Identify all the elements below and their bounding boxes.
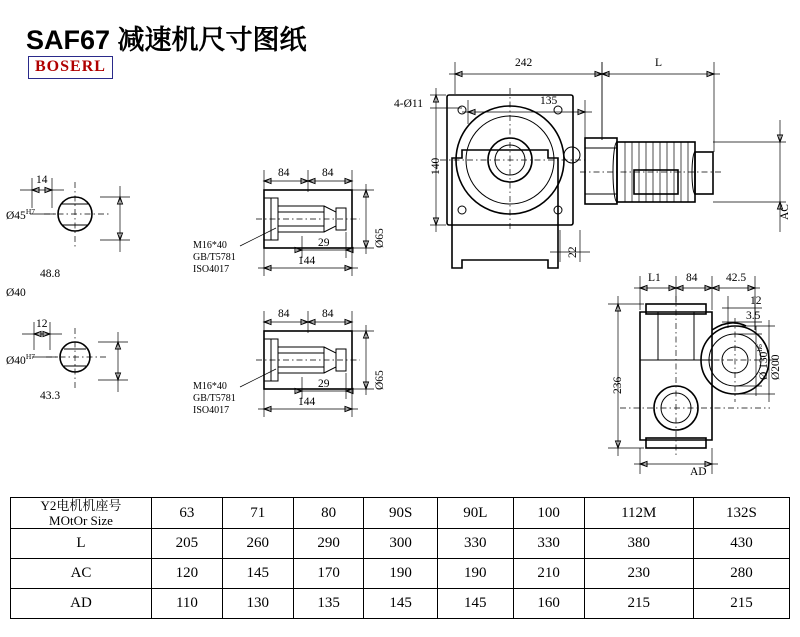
dim-key-width-bottom: 12 <box>36 318 48 330</box>
cell-L-6: 380 <box>584 529 693 559</box>
cell-L-7: 430 <box>693 529 789 559</box>
page-title: SAF67 减速机尺寸图纸 <box>26 25 307 55</box>
table-header-cell <box>11 498 152 529</box>
dim-AC: AC <box>779 204 791 220</box>
cell-AD-4: 145 <box>437 589 513 619</box>
cell-AD-6: 215 <box>584 589 693 619</box>
dim-135: 135 <box>540 95 558 107</box>
bolt-std2-top: ISO4017 <box>193 264 230 275</box>
spec-table <box>10 497 790 619</box>
dim-hollow-bottom-c: 29 <box>318 378 330 390</box>
bolt-std2-bottom: ISO4017 <box>193 405 230 416</box>
table-row <box>11 559 790 589</box>
note-4-hole: 4-Ø11 <box>394 98 423 110</box>
dim-236: 236 <box>612 376 624 394</box>
dim-key-width-top: 14 <box>36 174 48 186</box>
cell-AD-7: 215 <box>693 589 789 619</box>
dim-hollow-top-c: 29 <box>318 237 330 249</box>
bolt-spec-top: M16*40 <box>193 240 227 251</box>
cell-AD-0: 110 <box>152 589 223 619</box>
dim-140: 140 <box>430 157 442 175</box>
bolt-std1-top: GB/T5781 <box>193 252 236 263</box>
cell-AC-7: 280 <box>693 559 789 589</box>
cell-AC-2: 170 <box>293 559 364 589</box>
cell-AD-2: 135 <box>293 589 364 619</box>
dim-22: 22 <box>567 246 579 258</box>
cell-L-1: 260 <box>222 529 293 559</box>
dim-shaft-dia: Ø40 <box>6 287 26 299</box>
cell-L-2: 290 <box>293 529 364 559</box>
dim-AD: AD <box>690 466 707 478</box>
dim-12: 12 <box>750 295 762 307</box>
cell-AD-3: 145 <box>364 589 437 619</box>
row-label-AD: AD <box>11 589 152 619</box>
dim-hollow-bottom-total: 144 <box>298 396 316 408</box>
bolt-spec-bottom: M16*40 <box>193 381 227 392</box>
dim-hollow-bottom-b: 84 <box>322 308 334 320</box>
cell-AC-0: 120 <box>152 559 223 589</box>
size-cell-6: 112M <box>584 498 693 529</box>
header-line-2: MOtOr Size <box>49 513 113 528</box>
dim-hollow-top-total: 144 <box>298 255 316 267</box>
size-cell-4: 90L <box>437 498 513 529</box>
dim-242: 242 <box>515 57 533 69</box>
dim-bore-top: $Ø45^{H7}$ <box>6 207 35 222</box>
cell-L-5: 330 <box>513 529 584 559</box>
cell-AC-6: 230 <box>584 559 693 589</box>
dim-dia200: Ø200 <box>770 354 782 380</box>
cell-L-4: 330 <box>437 529 513 559</box>
shaft-section-top <box>20 178 130 252</box>
cell-AC-3: 190 <box>364 559 437 589</box>
dim-L: L <box>655 57 663 69</box>
dim-hollow-bottom-a: 84 <box>278 308 290 320</box>
dim-3-5: 3.5 <box>746 310 761 322</box>
dim-dia130: Ø $130^{h6}$ <box>755 344 770 380</box>
cell-L-0: 205 <box>152 529 223 559</box>
size-cell-5: 100 <box>513 498 584 529</box>
front-view <box>430 62 786 268</box>
size-cell-7: 132S <box>693 498 789 529</box>
cell-L-3: 300 <box>364 529 437 559</box>
dim-height-top: 48.8 <box>40 268 61 280</box>
cell-AD-1: 130 <box>222 589 293 619</box>
brand-logo: BOSERL <box>28 56 113 79</box>
cell-AD-5: 160 <box>513 589 584 619</box>
dim-84-side: 84 <box>686 272 698 284</box>
header-line-1: Y2电机机座号 <box>40 498 122 513</box>
dim-hollow-top-outer: Ø65 <box>374 228 386 248</box>
table-header-row <box>11 498 790 529</box>
size-cell-2: 80 <box>293 498 364 529</box>
dim-hollow-bottom-outer: Ø65 <box>374 370 386 390</box>
dim-bore-bottom: $Ø40^{H7}$ <box>6 352 35 367</box>
cell-AC-4: 190 <box>437 559 513 589</box>
row-label-AC: AC <box>11 559 152 589</box>
size-cell-1: 71 <box>222 498 293 529</box>
size-cell-3: 90S <box>364 498 437 529</box>
dim-42-5: 42.5 <box>726 272 747 284</box>
table-row <box>11 529 790 559</box>
cell-AC-5: 210 <box>513 559 584 589</box>
dim-L1: L1 <box>648 272 661 284</box>
table-row <box>11 589 790 619</box>
size-cell-0: 63 <box>152 498 223 529</box>
dim-hollow-top-b: 84 <box>322 167 334 179</box>
bolt-std1-bottom: GB/T5781 <box>193 393 236 404</box>
dim-height-bottom: 43.3 <box>40 390 61 402</box>
shaft-section-bottom <box>22 322 128 392</box>
row-label-L: L <box>11 529 152 559</box>
cell-AC-1: 145 <box>222 559 293 589</box>
dim-hollow-top-a: 84 <box>278 167 290 179</box>
